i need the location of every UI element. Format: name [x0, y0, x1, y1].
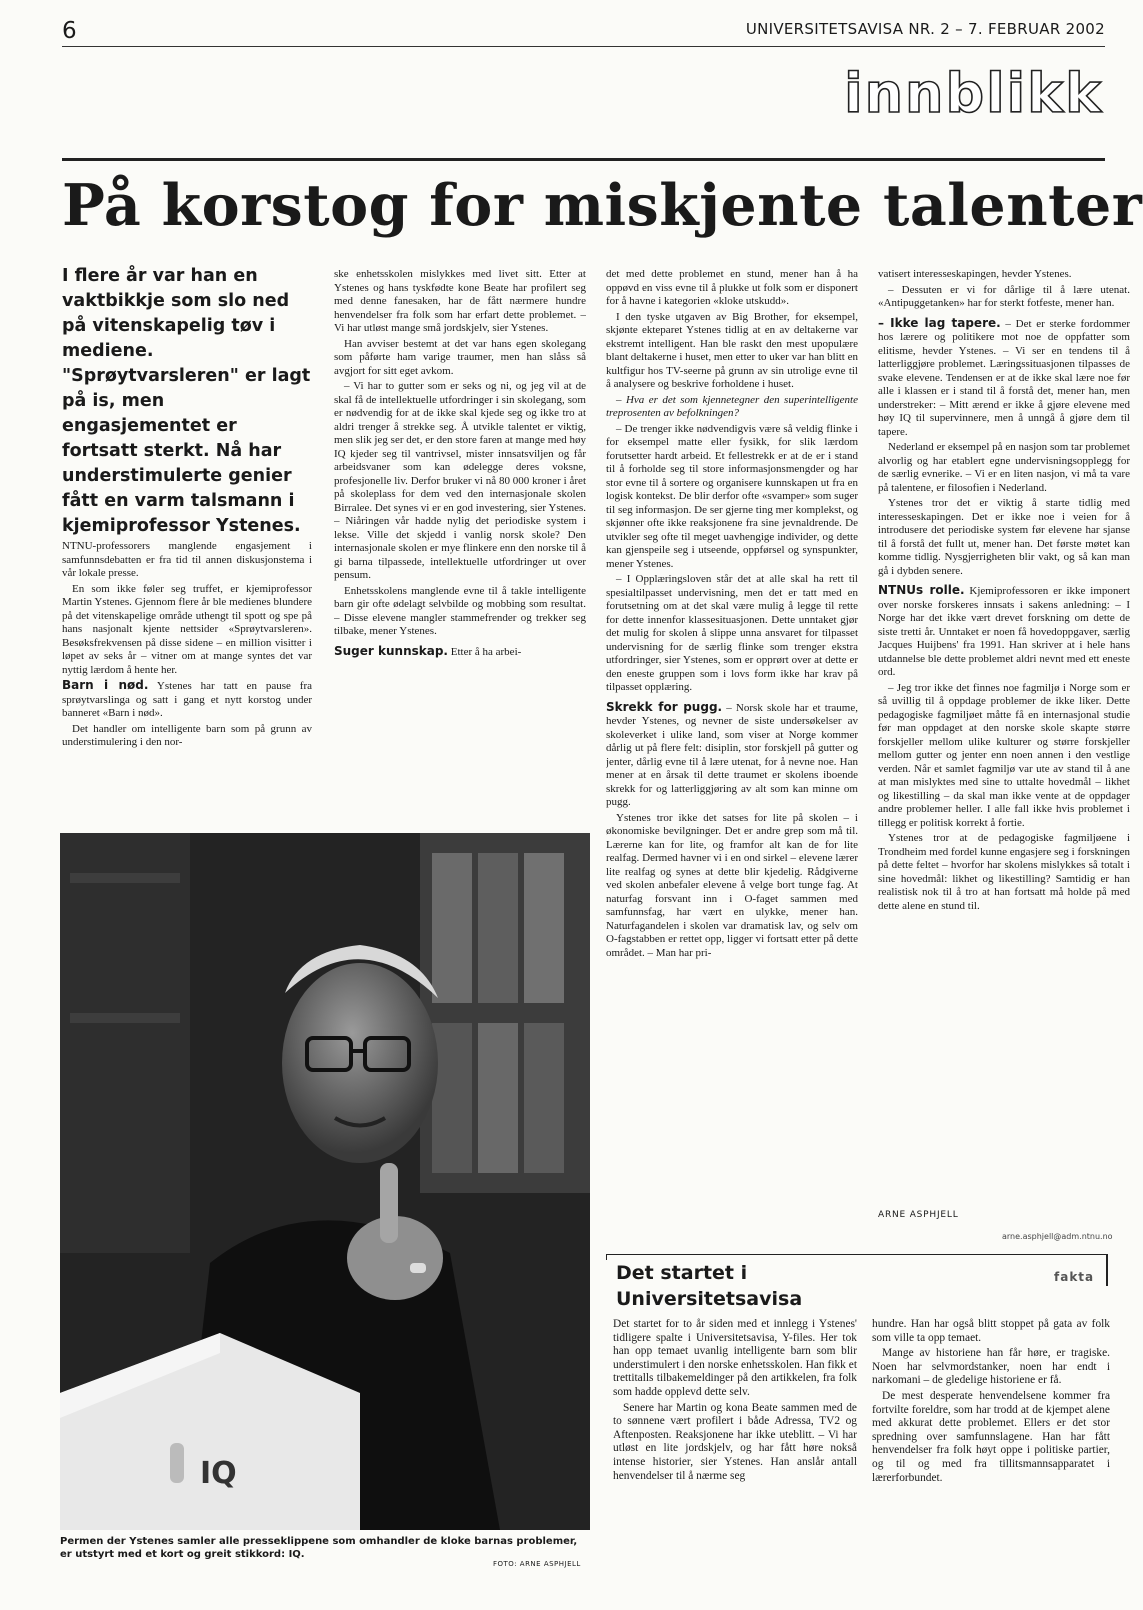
paragraph: Enhetsskolens manglende evne til å takle intelligente barn gir ofte ødelagt selvbilde og mobbing som resultat. – Disse elevene mangler stammefrender og trekker seg tilbake, mener Ystenes. — [334, 584, 586, 637]
paragraph: – Dessuten er vi for dårlige til å lære utenat. «Antipuggetanken» har for sterkt fotfeste, mener han. — [878, 283, 1130, 309]
paragraph: – De trenger ikke nødvendigvis være så veldig flinke i for eksempel matte eller fysikk, for slik lærdom forutsetter hardt arbeid. Et fellestrekk er at de er i stand til å forholde seg til store informasjonsmengder og har stor evne til å sortere og organisere kunnskapen ut fra en logisk kontekst. De blir derfor ofte «svamper» som suger til seg informasjon. De ser gjerne ting mer komplekst, og skjønner ofte ikke reaksjonene fra sine jevnaldrende. De utvikler seg ofte til meget uavhengige individer, og dette kan gjenspeile seg i utseende, oppførsel og synspunkter, mener Ystenes. — [606, 422, 858, 570]
paragraph: – Det er sterke fordommer hos lærere og politikere mot noe de oppfatter som elitisme, hevder Ystenes. – Vi ser en tendens til å latterliggjøre problemet. Læringssituasjonen tilpasses de svake elevene. Tendensen er at de ikke skal lære noe før alle i klassen er i stand til å forstå det, mener han, men understreker: – Mitt ærend er ikke å gjøre elevene med høy IQ til supervinnere, men å unngå å gjøre dem til tapere. — [878, 317, 1130, 438]
photo-caption: Permen der Ystenes samler alle presseklippene som omhandler de kloke barnas problemer, er utstyrt med et kort og greit stikkord: IQ. — [60, 1536, 578, 1560]
article-column-2 — [334, 268, 586, 825]
lede: I flere år var han en vaktbikkje som slo ned på vitenskapelig tøv i mediene. "Sprøytvarsleren" er lagt på is, men engasjementet er fortsatt sterkt. Nå har understimulerte genier fått en varm talsmann i kjemiprofessor Ystenes. — [62, 266, 311, 536]
paragraph: – Norsk skole har et traume, hevder Ystenes, og nevner de siste undersøkelser av skoleverket i ulike land, som viser at Norge kommer dårlig ut på flere felt: disiplin, stor forskjell på gutter og jenter, dårlig evne til å lære utenat, for å nevne noe. Han mener at en årsak til dette traumet er skolens iboende skrekk for og latterliggjøring av alt som kan minne om pugg. — [606, 701, 858, 808]
subheading: Suger kunnskap. — [334, 643, 448, 658]
article-column-4 — [878, 268, 1130, 1203]
subheading: NTNUs rolle. — [878, 583, 965, 597]
paragraph: I den tyske utgaven av Big Brother, for eksempel, skjønte ekteparet Ystenes tidlig at en av deltakerne var ekstremt intelligent. Han ble raskt den mest upopulære blant deltakerne i huset, men etter to uker var han blitt en kultfigur hos TV-seerne på grunn av sin utrolige evne til å analysere og beskrive forholdene i huset. — [606, 310, 858, 390]
photo-credit: FOTO: ARNE ASPHJELL — [493, 1560, 581, 1568]
paragraph: Ystenes tror det er viktig å starte tidlig med interesseskapingen. Det er ikke noe i veien for å introdusere det periodiske system før elevene har sjanse til å forstå det fullt ut, mener han. Det første møtet kan komme tidlig. Nysgjerrigheten blir vakt, og så kan man gå i dybden senere. — [878, 497, 1130, 577]
paragraph: En som ikke føler seg truffet, er kjemiprofessor Martin Ystenes. Gjennom flere år ble medienes blundere på det vitenskapelige område uthengt til spott og spe på hans nasjonalt kjente nettsider «Sprøytvarsleren». Besøksfrekvensen på disse sidene – en million visitter i løpet av seks år – vitner om at mange syntes det var nyttig lærdom å hente her. — [62, 582, 312, 676]
section-label: innblikk — [844, 62, 1103, 125]
paragraph: Senere har Martin og kona Beate sammen med de to sønnene vært profilert i både Adressa, TV2 og Aftenposten. Reaksjonene har ikke uteblitt. – Vi har utløst en lite jordskjelv, og har fått høre nokså intense historier, sier Ystenes. Han anslår antall henvendelser til å nærme seg — [613, 1401, 857, 1482]
page-number: 6 — [62, 18, 77, 44]
paragraph: NTNU-professorers manglende engasjement i samfunnsdebatten er fra tid til annen diskusjonstema i vår lokale presse. — [62, 540, 312, 579]
article-column-3 — [606, 268, 858, 1243]
subheading: Barn i nød. — [62, 678, 149, 692]
paragraph: Ystenes har tatt en pause fra sprøytvarslinga og satt i gang et nytt korstog under banneret «Barn i nød». — [62, 680, 312, 719]
paragraph: Ystenes tror at de pedagogiske fagmiljøene i Trondheim med fordel kunne engasjere seg i forskningen på dette feltet – hvorfor har skolens mislykkes så totalt i sine hovedmål: likhet og likestilling? Samtidig er han realistisk nok til å tro at han fortsatt må holde på med dette alene en stund til. — [878, 832, 1130, 912]
paragraph: Etter å ha arbei- — [450, 645, 522, 658]
article-photo — [60, 833, 590, 1530]
subheading: Skrekk for pugg. — [606, 699, 723, 714]
fact-box-label: fakta — [1054, 1270, 1095, 1284]
fact-box-rule — [606, 1254, 1108, 1255]
fact-box-title: Det startet i Universitetsavisa — [616, 1262, 803, 1310]
question: – Hva er det som kjennetegner den superintelligente treprosenten av befolkningen? — [606, 393, 858, 419]
paragraph: Mange av historiene han får høre, er tragiske. Noen har selvmordstanker, noen har endt i narkomani – de gledelige historiene er få. — [872, 1347, 1110, 1387]
fact-box-edge — [1106, 1254, 1108, 1286]
subheading: – Ikke lag tapere. — [878, 315, 1001, 330]
top-rule — [62, 46, 1105, 47]
fact-box-column-1 — [613, 1318, 857, 1598]
headline: På korstog for miskjente talenter — [62, 172, 1143, 239]
paragraph: Nederland er eksempel på en nasjon som tar problemet alvorlig og har etablert egne undervisningsopplegg for de særlig evnerike. – Vi er en liten nasjon, vi må ta vare på talentene, er filosofien i Nederland. — [878, 441, 1130, 494]
headline-rule — [62, 158, 1105, 161]
paragraph: Ystenes tror ikke det satses for lite på skolen – i økonomiske bevilgninger. Det er andre grep som må til. Lærerne kan for lite, og framfor alt kan de for lite realfag. Dermed havner vi i en ond sirkel – elevene lærer lite realfag og synes at dette blir kjedelig. Rådgiverne ved skolen anbefaler elevene å velge bort tunge fag. At naturfag forsvant inn i O-faget sammen med samfunnsfag, har vært en ulykke, mener han. Naturfagandelen i skolen var dramatisk lav, og selv om O-fagstabben er rettet opp, ligger vi fortsatt etter på dette området. – Man har pri- — [606, 811, 858, 959]
paragraph: – Jeg tror ikke det finnes noe fagmiljø i Norge som er så uvillig til å oppdage problemer de ikke liker. Dette pedagogiske fagmiljøet måtte få en internasjonal studie før man oppdaget at den norske skole skapte større forskjeller mellom ulike kulturer og større forskjeller mellom gutter og jenter enn noen annen i den vestlige verden. Når et samlet fagmiljø var ute av stand til å ane at man mislyktes med sine to uttalte hovedmål – likhet og likestilling – da skal man ikke vente at de oppdager andre problemer heller. I alle fall ikke hvis problemet i tillegg er politisk korrekt å fortie. — [878, 681, 1130, 829]
paragraph: – Vi har to gutter som er seks og ni, og jeg vil at de skal få de intellektuelle utfordringer i sin skolegang, som er nødvendig for at de ikke skal kjede seg og ikke tro at aldri trenger å strekke seg. Å utvikle talentet er viktig, men slik jeg ser det, er den store faren at mange med høy IQ kjeder seg til vantrivsel, mister innsatsviljen og får arbeidsvaner som kan ødelegge deres voksne, profesjonelle liv. Derfor bruker vi nå 80 000 kroner i året på skoleplass for dem ved den internasjonale skolen Birralee. Det synes vi er en god investering, sier Ystenes. – Niåringen vår hadde nylig det periodiske system i lekse. Ville det skjedd i vanlig norsk skole? Den internasjonale skolen er mye flinkere enn den norske til å gi barna tilpassede, intellektuelle utfordringer ut over pensum. — [334, 380, 586, 581]
paragraph: vatisert interesseskapingen, hevder Ystenes. — [878, 268, 1072, 280]
paragraph: De mest desperate henvendelsene kommer fra fortvilte foreldre, som har trodd at de kjempet alene med akkurat dette problemet. Ellers er det stor spredning over samfunnslagene. Han har fått henvendelser fra folk høyt oppe i politiske partier, og til og med fra tillitsmannsapparatet i lærerforbundet. — [872, 1389, 1110, 1484]
masthead: UNIVERSITETSAVISA NR. 2 – 7. FEBRUAR 2002 — [745, 20, 1105, 38]
paragraph: ske enhetsskolen mislykkes med livet sitt. Etter at Ystenes og hans tyskfødte kone Beate har profilert seg med denne fanesaken, har de fått nærmere hundre henvendelser fra folk som har erfart dette problemet. – Vi har utløst mange små jordskjelv, sier Ystenes. — [334, 268, 586, 334]
fact-box-column-2 — [872, 1318, 1110, 1598]
paragraph: hundre. Han har også blitt stoppet på gata av folk som ville ta opp temaet. — [872, 1318, 1110, 1344]
fact-box-corner — [606, 1254, 607, 1260]
binder-label: IQ — [200, 1456, 237, 1491]
paragraph: Det startet for to år siden med et innlegg i Ystenes' tidligere spalte i Universitetsavisa, Y-files. Her tok han opp temaet uvanlig intelligente barn som blir understimulert i den norske enhetsskolen. Han fikk et trettitalls tilbakemeldinger på den artikkelen, fra folk som hadde opplevd dette selv. — [613, 1318, 857, 1398]
paragraph: Det handler om intelligente barn som på grunn av understimulering i den nor- — [62, 722, 312, 748]
paragraph: det med dette problemet en stund, mener han å ha oppøvd en viss evne til å plukke ut folk som er disponert for å havne i kategorien «kloke utskudd». — [606, 268, 858, 307]
paragraph: Kjemiprofessoren er ikke imponert over norske forskeres innsats i sakens anledning: – I Norge har det ikke vært drevet forskning om dette de siste tretti år. Unntaket er noen få hovedoppgaver, særlig Jacques Huijbens' fra 1991. Han skriver at i hele hans utdannelse ble dette problemet aldri nevnt med ett eneste ord. — [878, 585, 1130, 678]
photo-professor-with-binder — [60, 833, 590, 1530]
article-column-1 — [62, 540, 312, 825]
paragraph: – I Opplæringsloven står det at alle skal ha rett til spesialtilpasset undervisning, men det er tatt med en forutsetning om at det skal være mulig å legge til rette for dette innenfor klassesituasjonen. Dette unntaket gjør det mulig for skolen å slippe unna ansvaret for tilpasset undervisning for de særlig flinke som trenger ekstra utfordringer, sier Ystenes, som er opprørt over at dette er den eneste gruppen som i lovs form ikke har krav på tilpasset opplæring. — [606, 573, 858, 693]
byline: ARNE ASPHJELL — [878, 1210, 959, 1220]
author-email[interactable]: arne.asphjell@adm.ntnu.no — [1002, 1232, 1113, 1241]
paragraph: Han avviser bestemt at det var hans egen skolegang som påførte ham varige traumer, men han slåss så avgjort for sitt eget avkom. — [334, 337, 586, 377]
